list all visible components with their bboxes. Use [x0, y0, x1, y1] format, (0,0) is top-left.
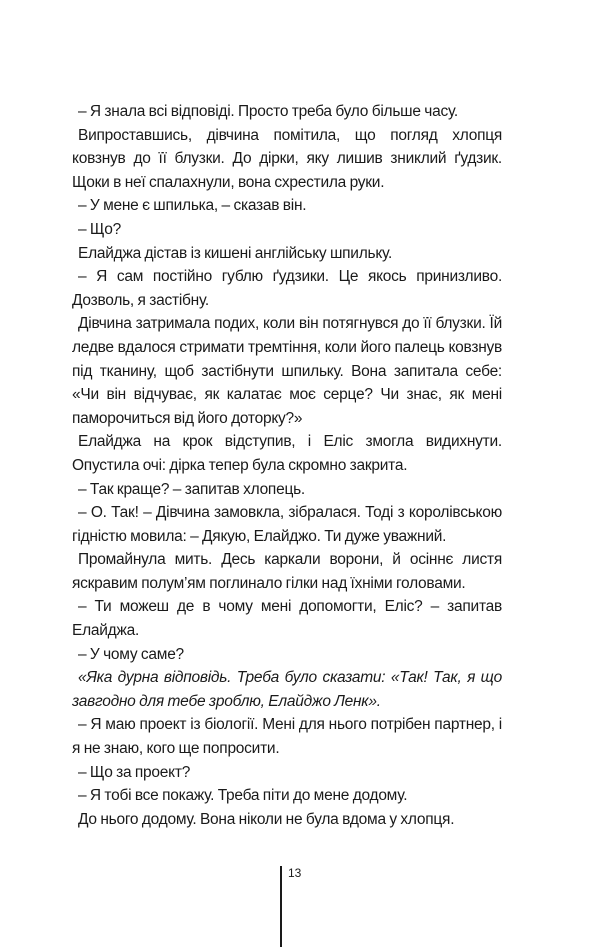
paragraph-9: – Так краще? – запитав хлопець. [78, 480, 305, 498]
paragraph-1: – Я знала всі відповіді. Просто треба було більше часу. [78, 103, 458, 120]
paragraph-2: Випроставшись, дівчина помітила, що погляд хлопця ковзнув до її блузки. До дірки, яку лишив зниклий ґудзик. Щоки в неї спалахнули, вона схрестила руки. [72, 126, 502, 191]
paragraph-13: – У чому саме? [78, 645, 184, 663]
paragraph-15: – Я маю проект із біології. Мені для нього потрібен партнер, і я не знаю, кого ще попросити. [72, 716, 502, 758]
paragraph-11: Промайнула мить. Десь каркали ворони, й осіннє листя яскравим полум’ям поглинало гілки над їхніми головами. [72, 551, 502, 592]
paragraph-3: – У мене є шпилька, – сказав він. [78, 197, 307, 215]
paragraph-17: – Я тобі все покажу. Треба піти до мене додому. [78, 787, 408, 805]
paragraph-5: Елайджа дістав із кишені англійську шпильку. [78, 244, 393, 262]
paragraph-18: До нього додому. Вона ніколи не була вдома у хлопця. [78, 810, 455, 828]
paragraph-7: Дівчина затримала подих, коли він потягнувся до її блузки. Їй ледве вдалося стримати тремтіння, коли його палець ковзнув під тканину, щоб застібнути шпильку. Вона запитала себе: «Чи він відчуває, як калатає моє серце? Чи знає, як мені паморочиться від його доторку?» [72, 315, 502, 427]
paragraph-16: – Що за проект? [78, 763, 191, 781]
paragraph-8: Елайджа на крок відступив, і Еліс змогла видихнути. Опустила очі: дірка тепер була скромно закрита. [72, 433, 502, 474]
paragraph-12: – Ти можеш де в чому мені допомогти, Еліс? – запитав Елайджа. [72, 598, 502, 640]
paragraph-4: – Що? [78, 220, 121, 238]
paragraph-14-italic-thought: «Яка дурна відповідь. Треба було сказати: «Так! Так, я що завгодно для тебе зроблю, Елайджо Ленк». [72, 669, 502, 710]
page-number: 13 [288, 866, 302, 880]
body-text [72, 100, 502, 831]
page-number-rule [280, 866, 282, 947]
paragraph-6: – Я сам постійно гублю ґудзики. Це якось принизливо. Дозволь, я застібну. [72, 268, 502, 309]
paragraph-10: – О. Так! – Дівчина замовкла, зібралася. Тоді з королівською гідністю мовила: – Дякую, Елайджо. Ти дуже уважний. [72, 504, 502, 545]
